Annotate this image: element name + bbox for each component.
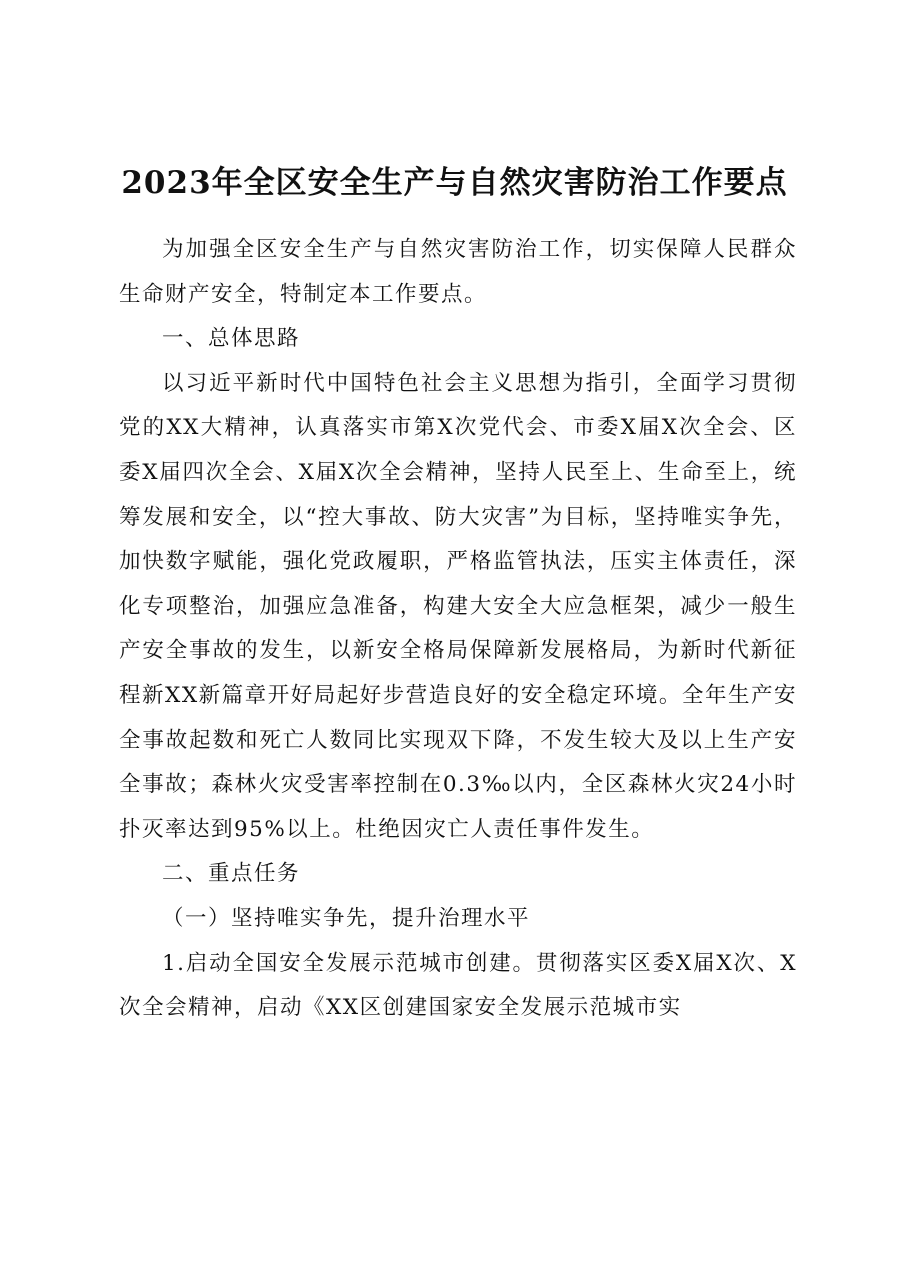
document-title: 2023年全区安全生产与自然灾害防治工作要点 [121, 165, 788, 201]
subsection-heading-1: （一）坚持唯实争先，提升治理水平 [162, 905, 531, 931]
section-heading-key-tasks: 二、重点任务 [162, 861, 301, 887]
document-body [119, 228, 797, 1031]
intro-paragraph: 为加强全区安全生产与自然灾害防治工作，切实保障人民群众生命财产安全，特制定本工作要点。 [119, 237, 797, 307]
overall-approach-paragraph: 以习近平新时代中国特色社会主义思想为指引，全面学习贯彻党的XX大精神，认真落实市第X次党代会、市委X届X次全会、区委X届四次全会、X届X次全会精神，坚持人民至上、生命至上，统筹发展和安全，以“控大事故、防大灾害”为目标，坚持唯实争先，加快数字赋能，强化党政履职，严格监管执法，压实主体责任，深化专项整治，加强应急准备，构建大安全大应急框架，减少一般生产安全事故的发生，以新安全格局保障新发展格局，为新时代新征程新XX新篇章开好局起好步营造良好的安全稳定环境。全年生产安全事故起数和死亡人数同比实现双下降，不发生较大及以上生产安全事故；森林火灾受害率控制在0.3‰以内，全区森林火灾24小时扑灭率达到95%以上。杜绝因灾亡人责任事件发生。 [119, 370, 797, 842]
section-heading-overall-approach: 一、总体思路 [162, 326, 301, 352]
task-item-1: 1.启动全国安全发展示范城市创建。贯彻落实区委X届X次、X次全会精神，启动《XX区创建国家安全发展示范城市实 [119, 950, 797, 1021]
